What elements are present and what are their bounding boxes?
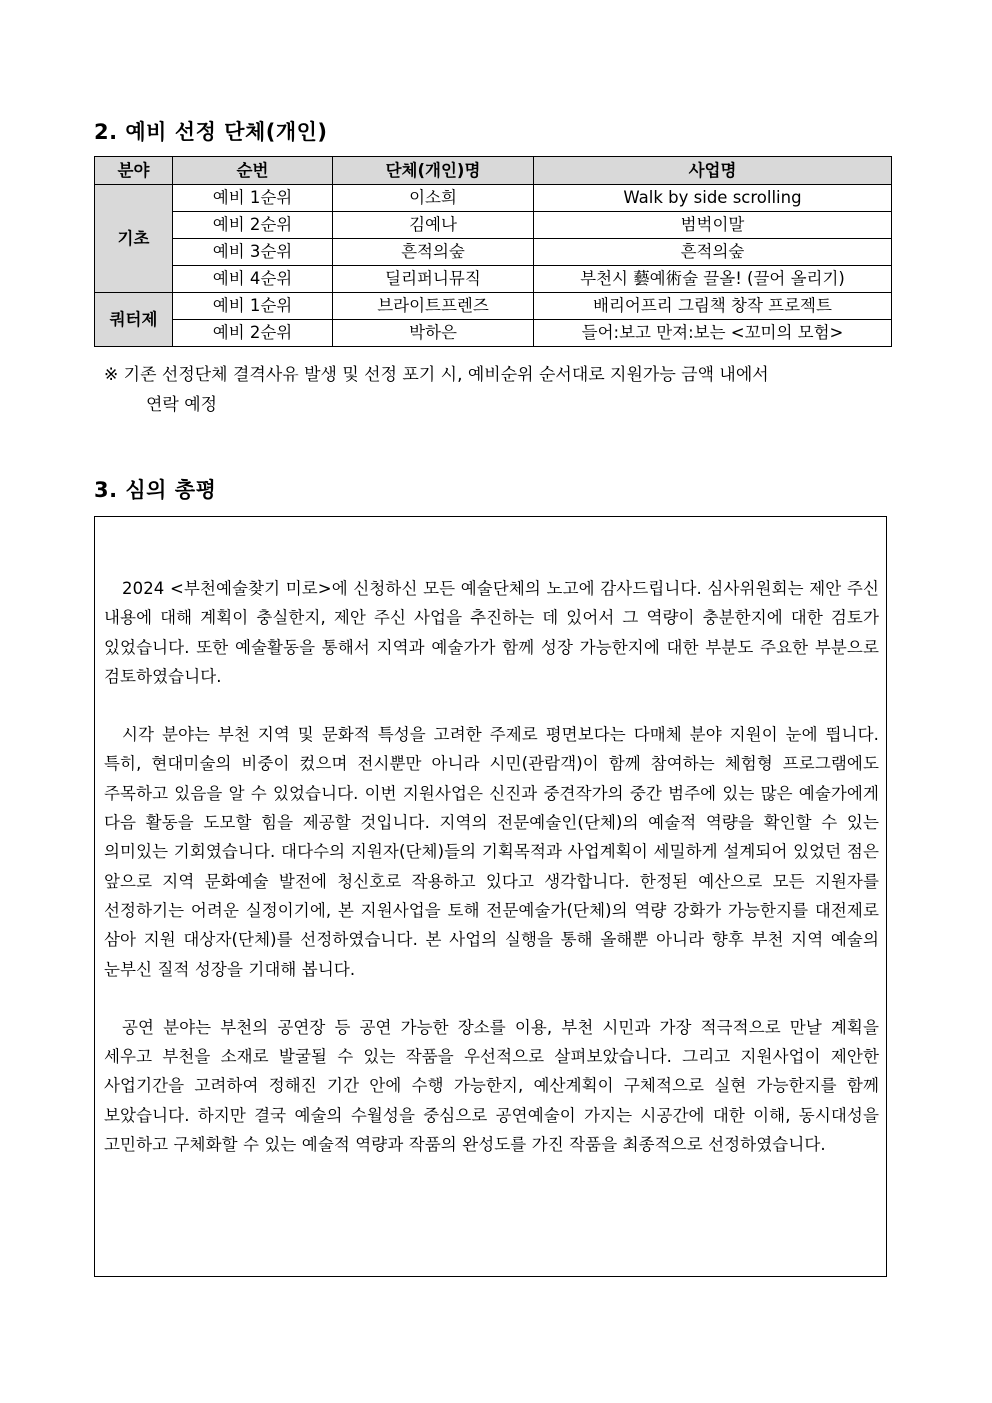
table-row xyxy=(95,212,892,239)
section-title-review: 3. 심의 총평 xyxy=(94,478,217,502)
table-header-row xyxy=(95,157,892,185)
header-rank: 순번 xyxy=(173,157,333,185)
table-row xyxy=(95,320,892,347)
header-project: 사업명 xyxy=(534,157,892,185)
name-cell: 딜리퍼니뮤직 xyxy=(333,266,534,293)
note-line-2: 연락 예정 xyxy=(146,395,218,415)
header-category: 분야 xyxy=(95,157,173,185)
project-cell: 들어:보고 만져:보는 <꼬미의 모험> xyxy=(534,320,892,347)
section-title-reserve: 2. 예비 선정 단체(개인) xyxy=(94,120,328,144)
table-row xyxy=(95,266,892,293)
rank-cell: 예비 3순위 xyxy=(173,239,333,266)
name-cell: 브라이트프렌즈 xyxy=(333,293,534,320)
category-cell: 기초 xyxy=(95,185,173,293)
project-cell: 배리어프리 그림책 창작 프로젝트 xyxy=(534,293,892,320)
rank-cell: 예비 1순위 xyxy=(173,185,333,212)
project-cell: Walk by side scrolling xyxy=(534,185,892,212)
table-row xyxy=(95,293,892,320)
rank-cell: 예비 1순위 xyxy=(173,293,333,320)
review-summary-box xyxy=(94,516,887,1277)
category-cell: 쿼터제 xyxy=(95,293,173,347)
review-paragraph: 공연 분야는 부천의 공연장 등 공연 가능한 장소를 이용, 부천 시민과 가장 적극적으로 만날 계획을 세우고 부천을 소재로 발굴될 수 있는 작품을 우선적으로 살펴보았습니다. 그리고 지원사업이 제안한 사업기간을 고려하여 정해진 기간 안에 수행 가능한지, 예산계획이 구체적으로 실현 가능한지를 함께 보았습니다. 하지만 결국 예술의 수월성을 중심으로 공연예술이 가지는 시공간에 대한 이해, 동시대성을 고민하고 구체화할 수 있는 예술적 역량과 작품의 완성도를 가진 작품을 최종적으로 선정하였습니다. xyxy=(104,1017,879,1155)
reserve-selection-table xyxy=(94,156,892,347)
name-cell: 박하은 xyxy=(333,320,534,347)
rank-cell: 예비 2순위 xyxy=(173,320,333,347)
name-cell: 이소희 xyxy=(333,185,534,212)
rank-cell: 예비 4순위 xyxy=(173,266,333,293)
project-cell: 범벅이말 xyxy=(534,212,892,239)
project-cell: 부천시 藝예術술 끌올! (끌어 올리기) xyxy=(534,266,892,293)
review-paragraph: 2024 <부천예술찾기 미로>에 신청하신 모든 예술단체의 노고에 감사드립니다. 심사위원회는 제안 주신 내용에 대해 계획이 충실한지, 제안 주신 사업을 추진하는 데 있어서 그 역량이 충분한지에 대한 검토가 있었습니다. 또한 예술활동을 통해서 지역과 예술가가 함께 성장 가능한지에 대한 부분도 주요한 부분으로 검토하였습니다. xyxy=(104,579,879,686)
table-row xyxy=(95,239,892,266)
table-row xyxy=(95,185,892,212)
name-cell: 김예나 xyxy=(333,212,534,239)
review-paragraph: 시각 분야는 부천 지역 및 문화적 특성을 고려한 주제로 평면보다는 다매체 분야 지원이 눈에 띕니다. 특히, 현대미술의 비중이 컸으며 전시뿐만 아니라 시민(관람객)이 함께 참여하는 체험형 프로그램에도 주목하고 있음을 알 수 있었습니다. 이번 지원사업은 신진과 중견작가의 중간 범주에 있는 많은 예술가에게 다음 활동을 도모할 힘을 제공할 것입니다. 지역의 전문예술인(단체)의 예술적 역량을 확인할 수 있는 의미있는 기회였습니다. 대다수의 지원자(단체)들의 기획목적과 사업계획이 세밀하게 설계되어 있었던 점은 앞으로 지역 문화예술 발전에 청신호로 작용하고 있다고 생각합니다. 한정된 예산으로 모든 지원자를 선정하기는 어려운 실정이기에, 본 지원사업을 토해 전문예술가(단체)의 역량 강화가 가능한지를 대전제로 삼아 지원 대상자(단체)를 선정하였습니다. 본 사업의 실행을 통해 올해뿐 아니라 향후 부천 지역 예술의 눈부신 질적 성장을 기대해 봅니다. xyxy=(104,725,879,979)
name-cell: 흔적의숲 xyxy=(333,239,534,266)
project-cell: 흔적의숲 xyxy=(534,239,892,266)
note-line-1: ※ 기존 선정단체 결격사유 발생 및 선정 포기 시, 예비순위 순서대로 지원가능 금액 내에서 xyxy=(104,365,769,385)
reserve-note xyxy=(104,360,904,420)
header-name: 단체(개인)명 xyxy=(333,157,534,185)
rank-cell: 예비 2순위 xyxy=(173,212,333,239)
